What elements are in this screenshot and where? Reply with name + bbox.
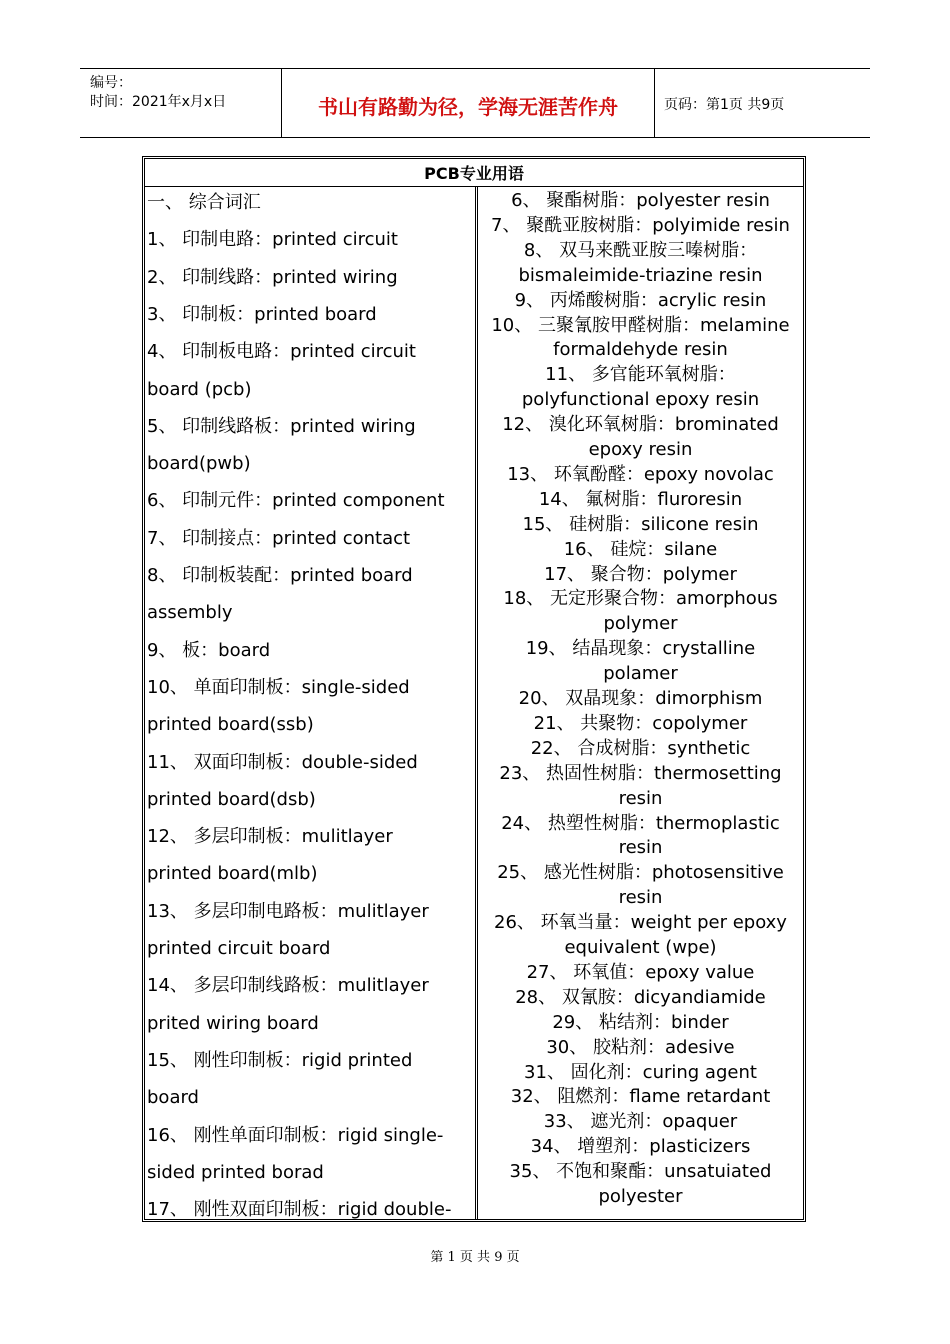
page-header — [80, 68, 870, 138]
doc-number: 编号： — [90, 75, 132, 91]
glossary-line: 14、 氟树脂：fluroresin — [538, 488, 743, 510]
glossary-line: 7、 聚酰亚胺树脂：polyimide resin — [491, 214, 790, 236]
glossary-line: prited wiring board — [147, 1012, 319, 1034]
glossary-line: 8、 双马来酰亚胺三嗪树脂： — [523, 239, 758, 261]
page-footer: 第 1 页 共 9 页 — [430, 1250, 520, 1265]
glossary-line: board — [147, 1087, 199, 1109]
glossary-line: printed board(mlb) — [147, 863, 318, 885]
glossary-line: 13、 多层印制电路板：mulitlayer — [147, 900, 429, 922]
glossary-line: 13、 环氧酚醛：epoxy novolac — [507, 463, 774, 485]
glossary-table — [142, 156, 806, 1222]
glossary-line: 18、 无定形聚合物：amorphous — [503, 588, 778, 610]
glossary-line: 9、 板：board — [147, 639, 271, 661]
glossary-line: 26、 环氧当量：weight per epoxy — [494, 912, 787, 934]
glossary-line: board (pcb) — [147, 378, 252, 400]
glossary-line: 5、 印制线路板：printed wiring — [147, 415, 416, 437]
glossary-line: 10、 单面印制板：single-sided — [147, 676, 410, 698]
page-title: PCB专业用语 — [145, 159, 803, 187]
glossary-line: 25、 感光性树脂：photosensitive — [497, 862, 784, 884]
glossary-line: 31、 固化剂：curing agent — [524, 1061, 757, 1083]
glossary-line: 35、 不饱和聚酯：unsatuiated — [509, 1161, 772, 1183]
left-column — [145, 187, 478, 1219]
glossary-line: epoxy resin — [588, 439, 693, 460]
glossary-line: 7、 印制接点：printed contact — [147, 527, 411, 549]
glossary-line: 21、 共聚物：copolymer — [533, 712, 748, 734]
glossary-line: polymer — [603, 613, 678, 635]
glossary-line: polyfunctional epoxy resin — [521, 389, 760, 411]
glossary-line: 22、 合成树脂：synthetic — [530, 737, 751, 759]
glossary-line: board(pwb) — [147, 453, 251, 475]
glossary-line: 11、 多官能环氧树脂： — [545, 364, 736, 386]
glossary-line: 16、 刚性单面印制板：rigid single- — [147, 1124, 444, 1146]
glossary-line: resin — [618, 787, 663, 809]
glossary-line: 1、 印制电路：printed circuit — [147, 229, 398, 251]
glossary-line: formaldehyde resin — [553, 339, 728, 361]
glossary-line: resin — [618, 887, 663, 909]
header-page-cell — [655, 69, 870, 137]
glossary-line: printed circuit board — [147, 938, 331, 959]
glossary-line: printed board(dsb) — [147, 788, 316, 810]
glossary-line: 3、 印制板：printed board — [147, 303, 377, 325]
glossary-line: printed board(ssb) — [147, 714, 314, 736]
glossary-line: 2、 印制线路：printed wiring — [147, 266, 398, 288]
glossary-line: 12、 多层印制板：mulitlayer — [147, 826, 393, 848]
right-column — [478, 187, 803, 1219]
glossary-line: 23、 热固性树脂：thermosetting — [499, 762, 782, 784]
glossary-line: 32、 阻燃剂：flame retardant — [510, 1086, 771, 1108]
glossary-line: bismaleimide-triazine resin — [518, 264, 763, 286]
glossary-line: 28、 双氰胺：dicyandiamide — [515, 986, 766, 1008]
glossary-line: 20、 双晶现象：dimorphism — [518, 688, 763, 709]
glossary-line: sided printed borad — [147, 1161, 324, 1183]
glossary-line: 15、 刚性印制板：rigid printed — [147, 1049, 413, 1071]
glossary-line: resin — [618, 837, 663, 859]
header-motto-cell — [282, 69, 655, 137]
glossary-line: 33、 遮光剂：opaquer — [543, 1111, 738, 1133]
glossary-line: 17、 刚性双面印制板：rigid double- — [147, 1199, 452, 1219]
glossary-line: 一、 综合词汇 — [147, 192, 261, 213]
glossary-line: 17、 聚合物：polymer — [544, 563, 737, 585]
glossary-line: 27、 环氧值：epoxy value — [526, 961, 755, 983]
glossary-line: 34、 增塑剂：plasticizers — [530, 1136, 751, 1158]
glossary-line: 6、 聚酯树脂：polyester resin — [511, 190, 770, 211]
glossary-line: 30、 胶粘剂：adesive — [546, 1036, 735, 1058]
doc-time: 时间：2021年x月x日 — [90, 94, 227, 110]
glossary-line: 6、 印制元件：printed component — [147, 490, 445, 512]
glossary-line: 10、 三聚氰胺甲醛树脂：melamine — [491, 314, 790, 336]
page-info: 页码：第1页 共9页 — [664, 97, 785, 113]
glossary-line: polamer — [603, 663, 678, 685]
glossary-line: 14、 多层印制线路板：mulitlayer — [147, 975, 429, 997]
glossary-line: 24、 热塑性树脂：thermoplastic — [501, 812, 780, 834]
header-info-cell — [80, 69, 282, 137]
glossary-line: polyester — [598, 1186, 683, 1207]
glossary-line: 19、 结晶现象：crystalline — [525, 638, 756, 660]
glossary-line: 29、 粘结剂：binder — [552, 1011, 729, 1033]
glossary-line: equivalent (wpe) — [564, 937, 717, 958]
motto: 书山有路勤为径，学海无涯苦作舟 — [318, 95, 618, 119]
glossary-line: 16、 硅烷：silane — [563, 538, 718, 560]
glossary-line: 8、 印制板装配：printed board — [147, 565, 413, 586]
glossary-line: 9、 丙烯酸树脂：acrylic resin — [514, 289, 767, 311]
glossary-line: assembly — [147, 602, 233, 624]
glossary-line: 11、 双面印制板：double-sided — [147, 751, 418, 773]
glossary-line: 4、 印制板电路：printed circuit — [147, 341, 416, 363]
glossary-line: 12、 溴化环氧树脂：brominated — [502, 414, 779, 436]
glossary-line: 15、 硅树脂：silicone resin — [522, 513, 759, 535]
